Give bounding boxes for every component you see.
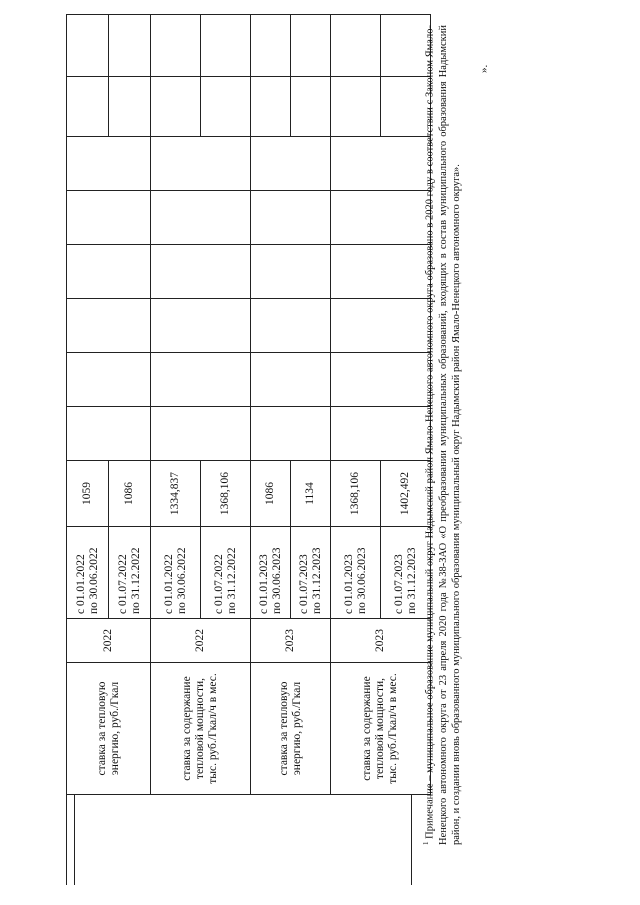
empty-cell	[67, 353, 151, 407]
closing-quote: ».	[478, 64, 490, 73]
empty-cell	[67, 299, 151, 353]
tariff-value: 1086	[109, 461, 151, 527]
tariff-value: 1368,106	[201, 461, 251, 527]
empty-cell	[251, 15, 291, 77]
empty-cell	[67, 407, 151, 461]
table-continuation-line	[66, 795, 67, 885]
table-row	[331, 15, 381, 795]
empty-cell	[67, 15, 109, 77]
period-cell	[201, 527, 251, 619]
empty-cell	[331, 299, 431, 353]
empty-cell	[331, 353, 431, 407]
empty-cell	[151, 299, 251, 353]
period-to: по 30.06.2023	[270, 547, 283, 614]
period-to: по 31.12.2022	[129, 547, 142, 614]
empty-cell	[201, 15, 251, 77]
empty-cell	[151, 137, 251, 191]
period-from: с 01.01.2023	[342, 554, 355, 614]
period-from: с 01.07.2022	[116, 554, 129, 614]
empty-cell	[251, 245, 331, 299]
year-cell: 2022	[67, 619, 151, 663]
footnote	[420, 25, 463, 845]
tariff-value: 1086	[251, 461, 291, 527]
period-to: по 30.06.2022	[175, 547, 188, 614]
empty-cell	[331, 137, 431, 191]
empty-cell	[109, 15, 151, 77]
footnote-text: Примечание – муниципальное образование муниципальный округ Надымский район Ямало-Ненецкого автономного округа образовано в 2020 году в соответствии с Законом Ямало-Ненецкого автономного округа от 23 апреля 2020 года №38-ЗАО «О преобразовании муниципальных образований, входящих в состав муниципального образования Надымский район, и создании вновь образованного муниципального образования муниципальный округ Надымский район Ямало-Ненецкого автономного округа».	[424, 25, 462, 845]
empty-cell	[67, 245, 151, 299]
period-cell	[291, 527, 331, 619]
parameter-cell: ставка за тепловую энергию, руб./Гкал	[251, 663, 331, 795]
empty-cell	[331, 77, 381, 137]
period-cell	[251, 527, 291, 619]
footnote-marker: 1	[422, 841, 430, 845]
empty-cell	[151, 353, 251, 407]
empty-cell	[67, 191, 151, 245]
parameter-cell: ставка за содержание тепловой мощности, тыс. руб./Гкал/ч в мес.	[151, 663, 251, 795]
period-from: с 01.01.2023	[257, 554, 270, 614]
tariff-value: 1059	[67, 461, 109, 527]
empty-cell	[151, 245, 251, 299]
table-continuation-line	[411, 795, 412, 885]
period-cell	[67, 527, 109, 619]
table-row	[151, 15, 201, 795]
empty-cell	[331, 245, 431, 299]
empty-cell	[151, 191, 251, 245]
empty-cell	[67, 137, 151, 191]
empty-cell	[151, 15, 201, 77]
empty-cell	[201, 77, 251, 137]
table-row	[251, 15, 291, 795]
empty-cell	[151, 407, 251, 461]
tariff-table	[66, 14, 431, 795]
period-cell	[109, 527, 151, 619]
empty-cell	[331, 191, 431, 245]
period-from: с 01.01.2022	[162, 554, 175, 614]
empty-cell	[291, 77, 331, 137]
year-cell: 2022	[151, 619, 251, 663]
tariff-value: 1402,492	[381, 461, 431, 527]
parameter-cell: ставка за содержание тепловой мощности, тыс. руб./Гкал/ч в мес.	[331, 663, 431, 795]
period-to: по 31.12.2023	[405, 547, 418, 614]
parameter-cell: ставка за тепловую энергию, руб./Гкал	[67, 663, 151, 795]
empty-cell	[251, 407, 331, 461]
tariff-value: 1134	[291, 461, 331, 527]
period-to: по 30.06.2023	[355, 547, 368, 614]
period-to: по 31.12.2023	[310, 547, 323, 614]
empty-cell	[331, 407, 431, 461]
empty-cell	[331, 15, 381, 77]
year-cell: 2023	[251, 619, 331, 663]
period-from: с 01.07.2023	[297, 554, 310, 614]
period-cell	[331, 527, 381, 619]
tariff-value: 1368,106	[331, 461, 381, 527]
period-from: с 01.07.2022	[212, 554, 225, 614]
empty-cell	[251, 137, 331, 191]
empty-cell	[67, 77, 109, 137]
year-cell: 2023	[331, 619, 431, 663]
empty-cell	[251, 299, 331, 353]
period-to: по 31.12.2022	[225, 547, 238, 614]
empty-cell	[251, 77, 291, 137]
period-from: с 01.01.2022	[74, 554, 87, 614]
empty-cell	[291, 15, 331, 77]
table-continuation-line	[74, 795, 75, 885]
empty-cell	[151, 77, 201, 137]
period-from: с 01.07.2023	[392, 554, 405, 614]
empty-cell	[251, 353, 331, 407]
empty-cell	[251, 191, 331, 245]
table-row	[67, 15, 109, 795]
period-to: по 30.06.2022	[87, 547, 100, 614]
empty-cell	[109, 77, 151, 137]
tariff-value: 1334,837	[151, 461, 201, 527]
period-cell	[151, 527, 201, 619]
